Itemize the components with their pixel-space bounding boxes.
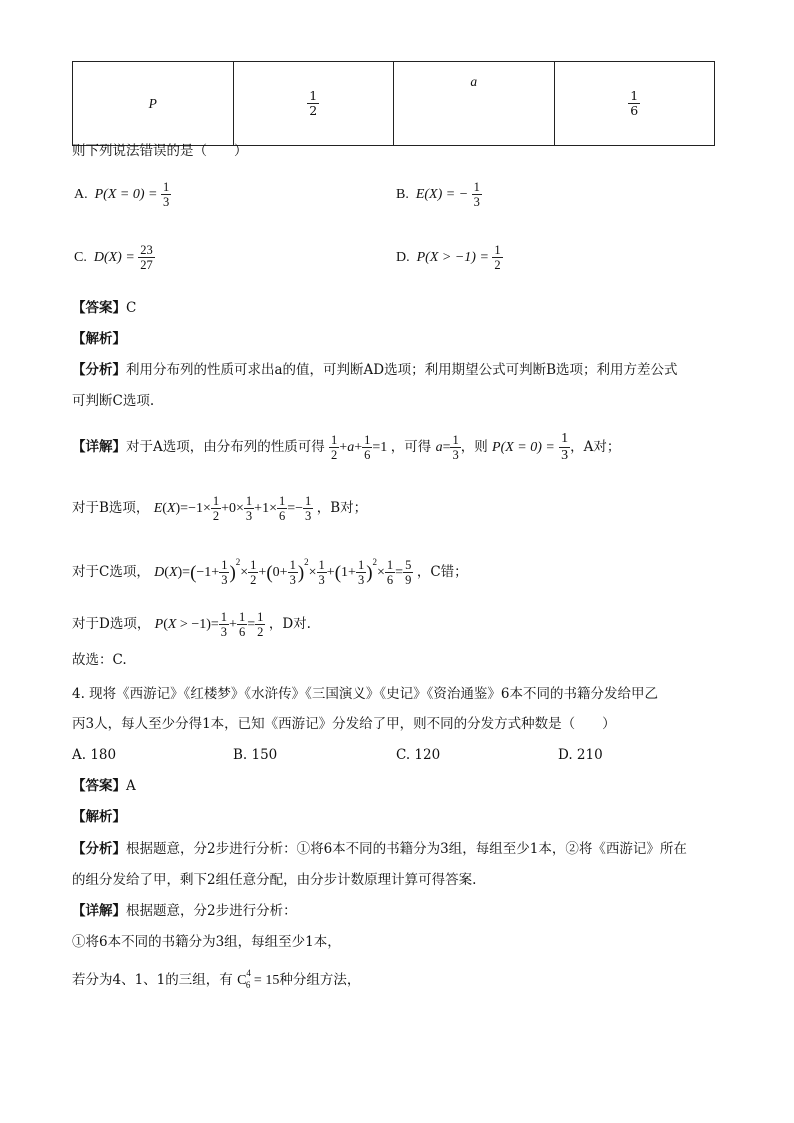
detail-text: ，C错； <box>416 564 468 580</box>
option-expr: D(X) = <box>93 250 135 266</box>
fraction <box>628 89 640 119</box>
option-label: C. <box>74 250 87 266</box>
denominator: 6 <box>630 103 639 118</box>
conclusion: 故选：C. <box>72 652 127 668</box>
fraction: $\frac{1}{3}$ <box>162 180 170 210</box>
question-stem: 则下列说法错误的是（ ） <box>72 143 248 159</box>
detail-text: ，A对； <box>570 439 621 456</box>
option-label: D. <box>396 250 410 266</box>
fenxi-text: 利用分布列的性质可求出a的值，可判断AD选项；利用期望公式可判断B选项；利用方差公式 <box>126 362 678 378</box>
answer-tag: 【答案】 <box>72 778 126 794</box>
detail-text: ，D对. <box>268 616 311 633</box>
table-row <box>73 62 715 146</box>
fenxi-line-1 <box>72 362 678 378</box>
formula: $\frac{1}{2}$ +a+ $\frac{1}{6}$ =1 <box>331 433 391 463</box>
option-expr: P(X = 0) = <box>94 187 158 203</box>
detail-text: ，则 <box>460 439 488 456</box>
detail-text: 根据题意，分2步进行分析： <box>126 903 297 919</box>
fraction: $\frac{1}{3}$ <box>473 180 480 210</box>
answer-value: A <box>126 778 136 794</box>
answer-value: C <box>126 300 137 316</box>
q4-fenxi-line-2: 的组分发给了甲，剩下2组任意分配，由分步计数原理计算可得答案. <box>72 872 477 888</box>
q4-option-c: C. 120 <box>396 747 441 763</box>
table-cell-sixth <box>554 62 715 146</box>
q4-stem-line-1: 4. 现将《西游记》《红楼梦》《水浒传》《三国演义》《史记》《资治通鉴》6本不同的书籍分发给甲乙 <box>72 686 659 702</box>
option-a <box>74 180 171 210</box>
fenxi-tag: 【分析】 <box>72 362 126 378</box>
detail-c <box>72 557 468 588</box>
p-label: P <box>148 95 157 111</box>
numerator: 1 <box>309 87 318 103</box>
fenxi-text: 根据题意，分2步进行分析：①将6本不同的书籍分为3组，每组至少1本，②将《西游记》所在 <box>126 841 687 857</box>
q4-stem-line-2: 丙3人，每人至少分得1本，已知《西游记》分发给了甲，则不同的分发方式种数是（ ） <box>72 716 616 732</box>
q4-analysis-tag: 【解析】 <box>72 809 126 825</box>
q4-option-a: A. 180 <box>72 747 117 763</box>
table-cell-half <box>233 62 394 146</box>
fraction: $\frac{23}{27}$ <box>140 243 153 273</box>
detail-text: 对于D选项， <box>72 616 151 633</box>
table-cell-p <box>73 62 234 146</box>
option-c <box>74 243 155 273</box>
option-label: B. <box>396 187 409 203</box>
fenxi-line-2: 可判断C选项. <box>72 393 155 409</box>
detail-a <box>72 431 620 464</box>
distribution-table <box>72 61 715 146</box>
detail-text: 对于C选项， <box>72 564 150 580</box>
formula: a= $\frac{1}{3}$ <box>435 433 459 463</box>
formula: D(X)=(−1+ $\frac{1}{3}$ )$^2$× $\frac{1}{2}$ +(0+ $\frac{1}{3}$ )$^2$× $\frac{1}{3}$ +(1+ $\frac{1}{3}$ )$^2$× $\frac{1}{6}$ = $\frac{5}{9}$ <box>154 557 412 588</box>
analysis-tag: 【解析】 <box>72 331 126 347</box>
q4-fenxi-line-1 <box>72 841 687 857</box>
formula: E(X)=−1× $\frac{1}{2}$ +0× $\frac{1}{3}$ +1× $\frac{1}{6}$ =− $\frac{1}{3}$ <box>153 494 312 524</box>
option-b <box>396 180 482 210</box>
numerator: 1 <box>630 87 639 103</box>
detail-d <box>72 610 311 640</box>
answer-line <box>72 300 136 316</box>
detail-text: ，可得 <box>390 439 432 456</box>
option-expr: E(X) = − <box>415 187 469 203</box>
option-expr: P(X > −1) = <box>416 250 489 266</box>
answer-tag: 【答案】 <box>72 300 126 316</box>
q4-detail-line-2: ①将6本不同的书籍分为3组，每组至少1本， <box>72 934 341 950</box>
detail-text: 对于A选项，由分布列的性质可得 <box>126 439 325 456</box>
detail-text: ，B对； <box>316 500 368 517</box>
q4-option-b: B. 150 <box>233 747 278 763</box>
q4-detail-line-3 <box>72 968 360 991</box>
fraction: $\frac{1}{3}$ <box>561 431 569 464</box>
option-d <box>396 243 503 273</box>
formula: P(X = 0) = <box>492 440 555 456</box>
q4-answer-line <box>72 778 136 794</box>
a-label: a <box>470 74 478 89</box>
fraction: $\frac{1}{2}$ <box>494 243 501 273</box>
formula: $C^4_6 = 15$ <box>237 968 280 990</box>
detail-text: 若分为4、1、1的三组，有 <box>72 972 233 988</box>
detail-text: 对于B选项， <box>72 500 150 517</box>
option-label: A. <box>74 187 88 203</box>
fenxi-tag: 【分析】 <box>72 841 126 857</box>
detail-tag: 【详解】 <box>72 903 126 919</box>
q4-option-d: D. 210 <box>558 747 603 763</box>
denominator: 2 <box>309 103 318 118</box>
detail-tag: 【详解】 <box>72 439 126 456</box>
table-cell-a <box>394 62 555 146</box>
detail-b <box>72 494 367 524</box>
formula: P(X > −1)= $\frac{1}{3}$ + $\frac{1}{6}$ = $\frac{1}{2}$ <box>154 610 264 640</box>
fraction <box>307 89 319 119</box>
q4-detail-line-1 <box>72 903 297 919</box>
detail-text: 种分组方法， <box>279 972 361 988</box>
